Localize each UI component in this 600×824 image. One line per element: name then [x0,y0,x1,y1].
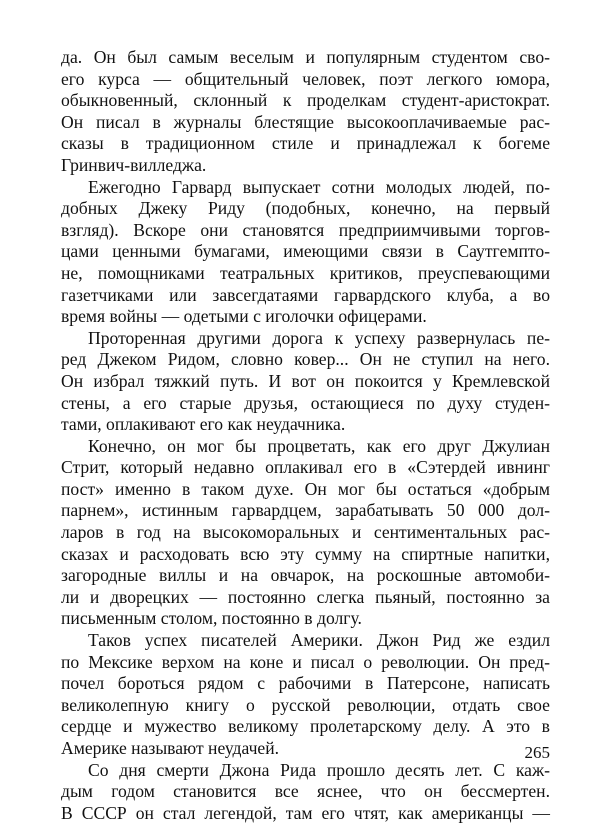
text-line: Ежегодно Гарвард выпускает сотни молодых людей, по- [88,176,550,197]
text-line: ред Джеком Ридом, словно ковер... Он не ступил на него. [61,349,550,370]
text-line: ларов в год на высокоморальных и сентиментальных рас- [61,522,550,543]
text-line: парнем», истинным гарвардцем, зарабатывать 50 000 дол- [61,500,550,521]
text-line: ли и дворецких — постоянно слегка пьяный, постоянно за [61,586,550,607]
page-body [61,47,550,824]
text-line: почел бороться рядом с рабочими в Патерсоне, написать [61,673,550,694]
text-line: не, помощниками театральных критиков, преуспевающими [61,262,550,283]
text-line: Конечно, он мог бы процветать, как его друг Джулиан [88,435,550,456]
paragraph-5 [61,630,550,760]
text-line: сказах и расходовать всю эту сумму на спиртные напитки, [61,543,550,564]
paragraph-6 [61,760,550,824]
text-line: Гринвич-вилледжа. [61,154,207,175]
text-line: письменным столом, постоянно в долгу. [61,608,362,629]
text-line: сказы в традиционном стиле и принадлежал к богеме [61,133,550,154]
paragraph-2 [61,177,550,328]
text-line: пост» именно в таком духе. Он мог бы остаться «добрым [61,478,550,499]
text-line: взгляд). Вскоре они становятся предприимчивыми торгов- [61,219,550,240]
text-line: газетчиками или завсегдатаями гарвардского клуба, а во [61,284,550,305]
text-line: тами, оплакивают его как неудачника. [61,414,346,435]
text-line: Он писал в журналы блестящие высокооплачиваемые рас- [61,111,550,132]
paragraph-4 [61,436,550,630]
text-line: Стрит, который недавно оплакивал его в «Сэтердей ивнинг [61,457,550,478]
text-line: Таков успех писателей Америки. Джон Рид же ездил [88,630,550,651]
text-line: его курса — общительный человек, поэт легкого юмора, [61,68,550,89]
text-line: В СССР он стал легендой, там его чтят, как американцы — [61,802,550,823]
text-line: сердце и мужество великому пролетарскому делу. А это в [61,716,550,737]
text-line: время войны — одетыми с иголочки офицерами. [61,306,427,327]
text-line: по Мексике верхом на коне и писал о революции. Он пред- [61,651,550,672]
text-line: цами ценными бумагами, имеющими связи в Саутгемпто- [61,241,550,262]
page-number: 265 [524,743,550,762]
text-line: великолепную книгу о русской революции, отдать свое [61,694,550,715]
paragraph-3 [61,328,550,436]
text-line: Америке называют неудачей. [61,738,280,758]
text-line: загородные виллы и на овчарок, на роскошные автомоби- [61,565,550,586]
text-line: да. Он был самым веселым и популярным студентом сво- [61,47,550,67]
text-line: Со дня смерти Джона Рида прошло десять лет. С каж- [88,759,550,780]
text-line: добных Джеку Риду (подобных, конечно, на первый [61,198,550,219]
paragraph-1 [61,47,550,177]
text-line: дым годом становится все яснее, что он бессмертен. [61,781,550,802]
text-line: Проторенная другими дорога к успеху развернулась пе- [88,327,550,348]
text-line: обыкновенный, склонный к проделкам студент-аристократ. [61,90,550,111]
text-line: Он избрал тяжкий путь. И вот он покоится у Кремлевской [61,370,550,391]
text-line: стены, а его старые друзья, остающиеся по духу студен- [61,392,550,413]
